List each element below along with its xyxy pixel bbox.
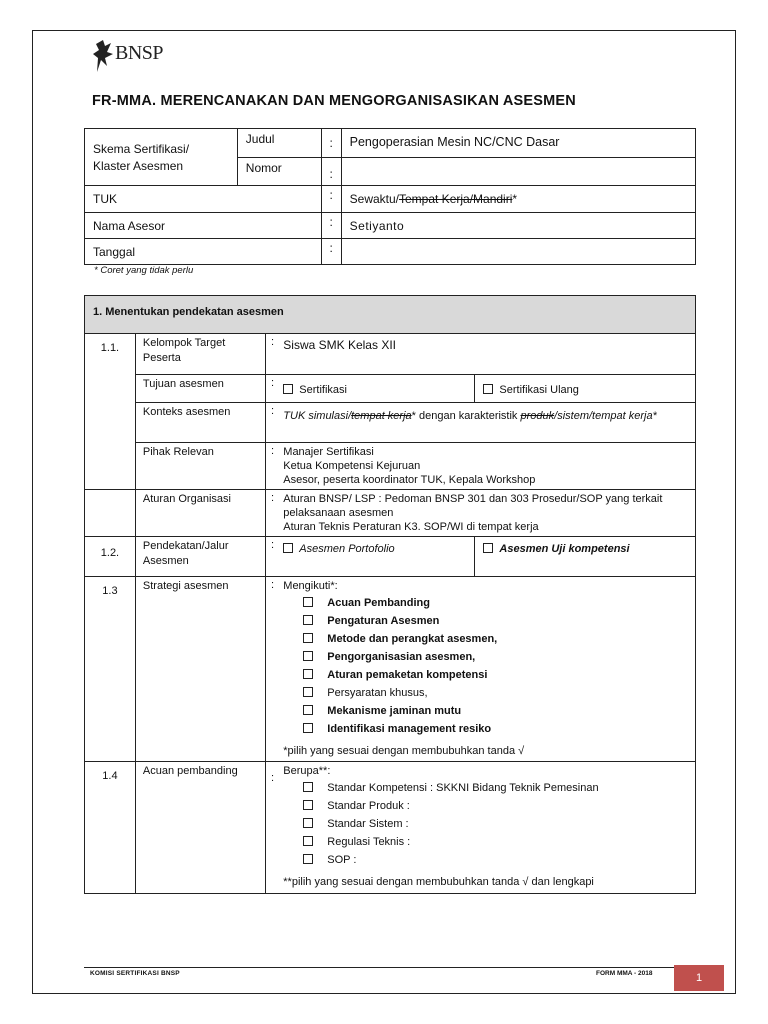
asesor-colon: :: [321, 213, 341, 239]
acuan-item[interactable]: [283, 851, 691, 869]
konteks-label: Konteks asesmen: [135, 403, 265, 443]
strategi-item[interactable]: [283, 612, 691, 630]
pihak-colon: :: [265, 443, 279, 490]
acuan-value: [279, 762, 695, 894]
tuk-value-suffix: *: [512, 192, 518, 206]
skema-label: Skema Sertifikasi/ Klaster Asesmen: [85, 129, 238, 186]
tujuan-option-2-label: Sertifikasi Ulang: [499, 384, 579, 396]
footer-organization: KOMISI SERTIFIKASI BNSP: [90, 970, 180, 977]
checkbox-icon[interactable]: [303, 836, 313, 846]
pendekatan-option-portofolio[interactable]: [279, 537, 475, 577]
strategi-intro: Mengikuti*:: [283, 580, 338, 592]
tujuan-label: Tujuan asesmen: [135, 375, 265, 403]
aturan-line: Aturan Teknis Peraturan K3. SOP/WI di tempat kerja: [283, 521, 539, 533]
pendekatan-option-uji[interactable]: [475, 537, 696, 577]
strategi-item[interactable]: [283, 630, 691, 648]
checkbox-icon[interactable]: [483, 543, 493, 553]
kelompok-label: Kelompok Target Peserta: [135, 334, 265, 375]
row-1-1-spacer: [85, 403, 136, 443]
row-1-1-spacer: [85, 375, 136, 403]
strategi-colon: :: [265, 577, 279, 762]
acuan-item[interactable]: [283, 815, 691, 833]
acuan-note: **pilih yang sesuai dengan membubuhkan tanda √ dan lengkapi: [283, 876, 594, 888]
tujuan-option-1-label: Sertifikasi: [299, 384, 347, 396]
row-aturan-number: [85, 490, 136, 537]
strategi-note: *pilih yang sesuai dengan membubuhkan tanda √: [283, 745, 525, 757]
tuk-label: TUK: [85, 186, 322, 213]
acuan-label: Acuan pembanding: [135, 762, 265, 894]
tuk-value-plain: Sewaktu/: [349, 192, 399, 206]
checkbox-icon[interactable]: [283, 543, 293, 553]
acuan-item-label: Standar Produk :: [327, 800, 410, 812]
bnsp-logo: [93, 38, 173, 74]
konteks-part-d: produk: [520, 410, 555, 422]
checkbox-icon[interactable]: [303, 705, 313, 715]
acuan-item[interactable]: [283, 833, 691, 851]
tuk-value[interactable]: [341, 186, 695, 213]
row-1-2-number: 1.2.: [85, 537, 136, 577]
logo-text: BNSP: [115, 42, 164, 64]
acuan-item-label: Regulasi Teknis :: [327, 836, 411, 848]
strategi-item[interactable]: [283, 720, 691, 738]
checkbox-icon[interactable]: [303, 818, 313, 828]
strategi-item-label: Identifikasi management resiko: [327, 723, 492, 735]
pendekatan-option-2-label: Asesmen Uji kompetensi: [499, 543, 630, 555]
konteks-part-c: * dengan karakteristik: [411, 410, 521, 422]
strategi-value: [279, 577, 695, 762]
strategi-item-label: Persyaratan khusus,: [327, 687, 428, 699]
pendekatan-label: Pendekatan/Jalur Asesmen: [135, 537, 265, 577]
tanggal-value[interactable]: [341, 239, 695, 265]
tujuan-colon: :: [265, 375, 279, 403]
konteks-part-b: tempat kerja: [351, 410, 412, 422]
pihak-line: Manajer Sertifikasi: [283, 446, 374, 458]
aturan-line: Aturan BNSP/ LSP : Pedoman BNSP 301 dan 303 Prosedur/SOP yang terkait pelaksanaan asesmen: [283, 493, 663, 519]
bnsp-emblem-icon: [93, 38, 115, 74]
aturan-label: Aturan Organisasi: [135, 490, 265, 537]
footer-divider: [84, 967, 724, 968]
konteks-part-e: /sistem/tempat kerja*: [554, 410, 657, 422]
asesor-label: Nama Asesor: [85, 213, 322, 239]
tuk-colon: :: [321, 186, 341, 213]
acuan-colon: :: [265, 762, 279, 894]
pihak-label: Pihak Relevan: [135, 443, 265, 490]
aturan-colon: :: [265, 490, 279, 537]
checkbox-icon[interactable]: [303, 651, 313, 661]
nomor-colon: :: [321, 158, 341, 186]
aturan-value: [279, 490, 695, 537]
row-1-1-spacer: [85, 443, 136, 490]
strategi-item-label: Aturan pemaketan kompetensi: [327, 669, 488, 681]
checkbox-icon[interactable]: [303, 723, 313, 733]
footer-form-id: FORM MMA - 2018: [596, 970, 653, 977]
checkbox-icon[interactable]: [303, 687, 313, 697]
kelompok-colon: :: [265, 334, 279, 375]
section1-title: 1. Menentukan pendekatan asesmen: [85, 296, 696, 334]
kelompok-value[interactable]: Siswa SMK Kelas XII: [279, 334, 695, 375]
tujuan-option-sertifikasi-ulang[interactable]: [475, 375, 696, 403]
info-table: [84, 128, 696, 265]
checkbox-icon[interactable]: [303, 615, 313, 625]
acuan-item[interactable]: [283, 779, 691, 797]
checkbox-icon[interactable]: [303, 854, 313, 864]
checkbox-icon[interactable]: [303, 782, 313, 792]
strategi-item[interactable]: [283, 702, 691, 720]
acuan-item-label: Standar Kompetensi : SKKNI Bidang Teknik Pemesinan: [327, 782, 599, 794]
tujuan-option-sertifikasi[interactable]: [279, 375, 475, 403]
pihak-value: [279, 443, 695, 490]
asesor-value[interactable]: Setiyanto: [341, 213, 695, 239]
checkbox-icon[interactable]: [303, 633, 313, 643]
row-1-1-number: 1.1.: [85, 334, 136, 375]
checkbox-icon[interactable]: [483, 384, 493, 394]
row-1-3-number: 1.3: [85, 577, 136, 762]
section1-table: [84, 295, 696, 894]
tanggal-label: Tanggal: [85, 239, 322, 265]
strategi-item-label: Pengorganisasian asesmen,: [327, 651, 476, 663]
judul-value[interactable]: Pengoperasian Mesin NC/CNC Dasar: [341, 129, 695, 158]
strategi-item-label: Acuan Pembanding: [327, 597, 430, 609]
strategi-item-label: Metode dan perangkat asesmen,: [327, 633, 498, 645]
strategi-item-label: Pengaturan Asesmen: [327, 615, 440, 627]
coret-note: * Coret yang tidak perlu: [94, 265, 194, 276]
pendekatan-colon: :: [265, 537, 279, 577]
pihak-line: Asesor, peserta koordinator TUK, Kepala Workshop: [283, 474, 536, 486]
strategi-item-label: Mekanisme jaminan mutu: [327, 705, 462, 717]
acuan-item[interactable]: [283, 797, 691, 815]
konteks-part-a: TUK simulasi/: [283, 410, 352, 422]
checkbox-icon[interactable]: [303, 597, 313, 607]
tuk-value-struck: Tempat Kerja/Mandiri: [399, 192, 513, 206]
checkbox-icon[interactable]: [303, 800, 313, 810]
judul-label: Judul: [237, 129, 321, 158]
acuan-item-label: SOP :: [327, 854, 357, 866]
pendekatan-option-1-label: Asesmen Portofolio: [299, 543, 395, 555]
konteks-colon: :: [265, 403, 279, 443]
strategi-label: Strategi asesmen: [135, 577, 265, 762]
acuan-intro: Berupa**:: [283, 765, 331, 777]
strategi-item[interactable]: [283, 594, 691, 612]
pihak-line: Ketua Kompetensi Kejuruan: [283, 460, 421, 472]
document-title: FR-MMA. MERENCANAKAN DAN MENGORGANISASIKAN ASESMEN: [92, 93, 576, 109]
page-number-badge: 1: [674, 965, 724, 991]
strategi-item[interactable]: [283, 666, 691, 684]
acuan-item-label: Standar Sistem :: [327, 818, 409, 830]
checkbox-icon[interactable]: [283, 384, 293, 394]
checkbox-icon[interactable]: [303, 669, 313, 679]
tanggal-colon: :: [321, 239, 341, 265]
strategi-item[interactable]: [283, 684, 691, 702]
row-1-4-number: 1.4: [85, 762, 136, 894]
nomor-label: Nomor: [237, 158, 321, 186]
nomor-value[interactable]: [341, 158, 695, 186]
strategi-item[interactable]: [283, 648, 691, 666]
konteks-value[interactable]: [279, 403, 695, 443]
judul-colon: :: [321, 129, 341, 158]
